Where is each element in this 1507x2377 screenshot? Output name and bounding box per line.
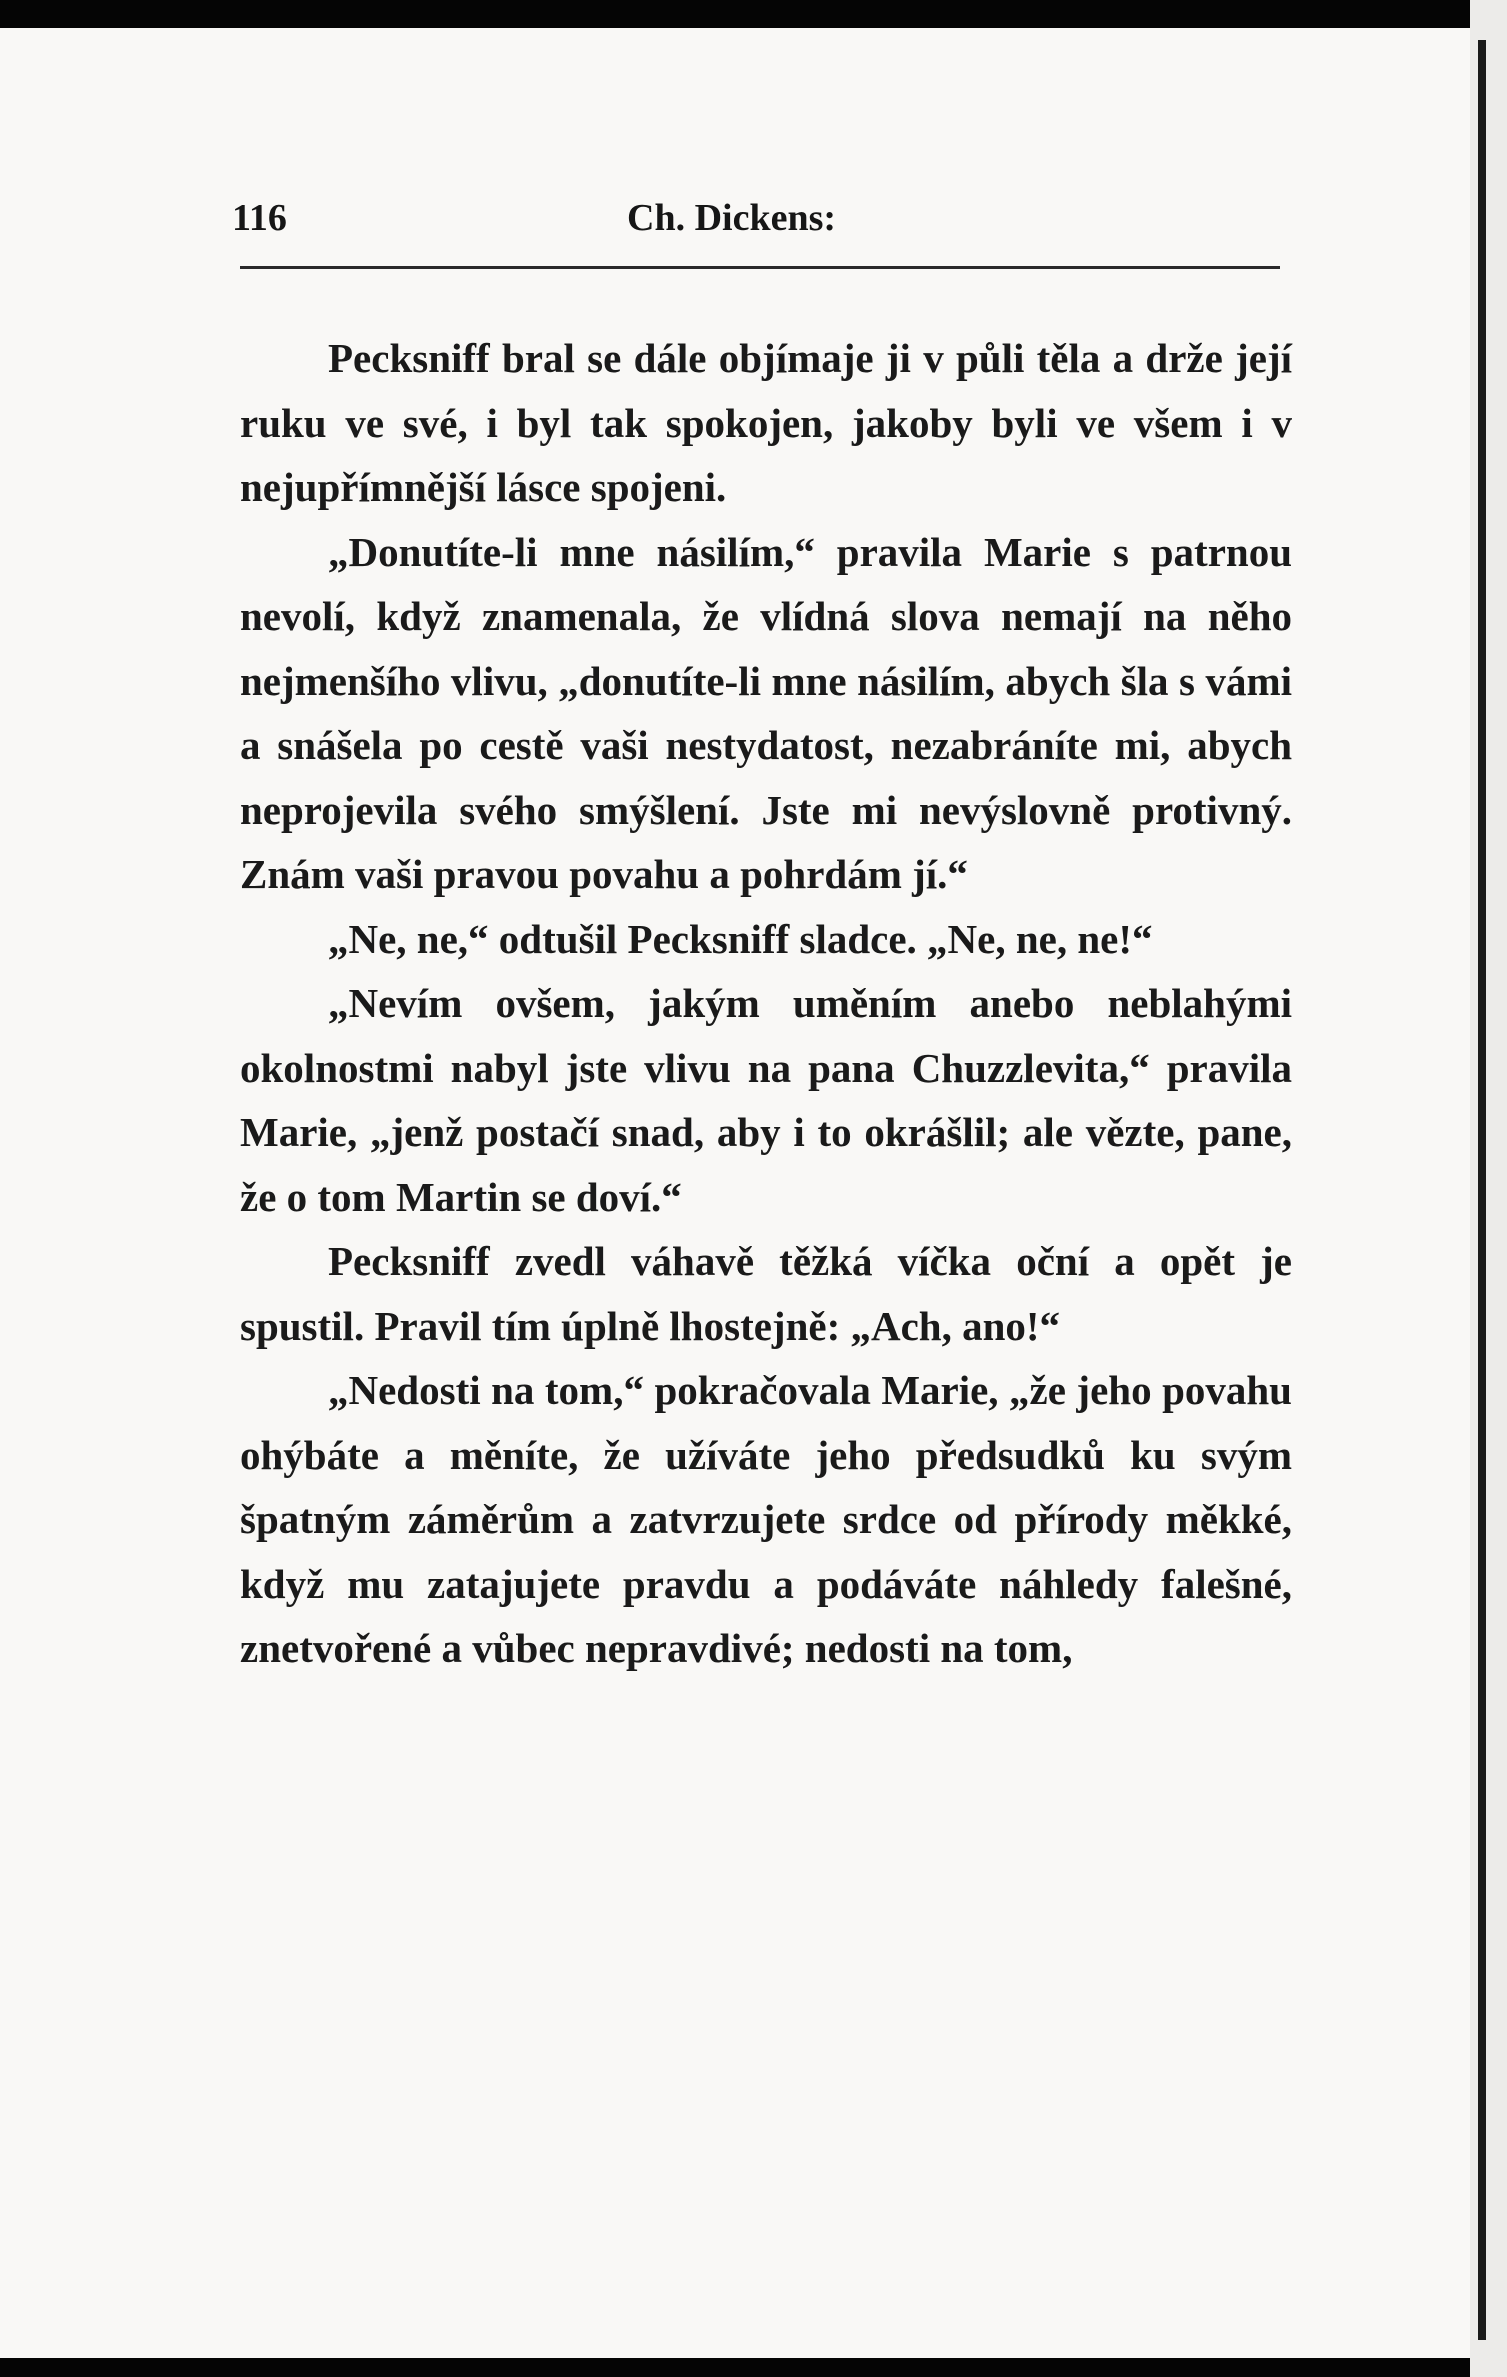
- binding-edge: [1478, 40, 1486, 2340]
- body-text: [240, 326, 1292, 1681]
- running-title: Ch. Dickens:: [627, 197, 837, 239]
- page-header: [232, 196, 1287, 256]
- paragraph: „Nevím ovšem, jakým uměním anebo neblahými okolnostmi nabyl jste vlivu na pana Chuzzlevita,“ pravila Marie, „jenž postačí snad, aby i to okrášlil; ale vězte, pane, že o tom Martin se doví.“: [240, 980, 1292, 1220]
- paragraph: „Nedosti na tom,“ pokračovala Marie, „že jeho povahu ohýbáte a měníte, že užíváte jeho předsudků ku svým špatným záměrům a zatvrzujete srdce od přírody měkké, když mu zatajujete pravdu a podáváte náhledy falešné, znetvořené a vůbec nepravdivé; nedosti na tom,: [240, 1367, 1292, 1671]
- header-rule: [240, 266, 1280, 269]
- page-edge: [1470, 0, 1507, 2377]
- paragraph: „Donutíte-li mne násilím,“ pravila Marie s patrnou nevolí, když znamenala, že vlídná slova nemají na něho nejmenšího vlivu, „donutíte-li mne násilím, abych šla s vámi a snášela po cestě vaši nestydatost, nezabráníte mi, abych neprojevila svého smýšlení. Jste mi nevýslovně protivný. Znám vaši pravou povahu a pohrdám jí.“: [240, 528, 1292, 897]
- paragraph: Pecksniff zvedl váhavě těžká víčka oční a opět je spustil. Pravil tím úplně lhostejně: „Ach, ano!“: [240, 1238, 1292, 1349]
- paragraph: Pecksniff bral se dále objímaje ji v půli těla a drže její ruku ve své, i byl tak spokojen, jakoby byli ve všem i v nejupřímnější lásce spojeni.: [240, 335, 1292, 510]
- page-number: 116: [232, 197, 287, 239]
- paragraph: „Ne, ne,“ odtušil Pecksniff sladce. „Ne, ne, ne!“: [328, 915, 1153, 962]
